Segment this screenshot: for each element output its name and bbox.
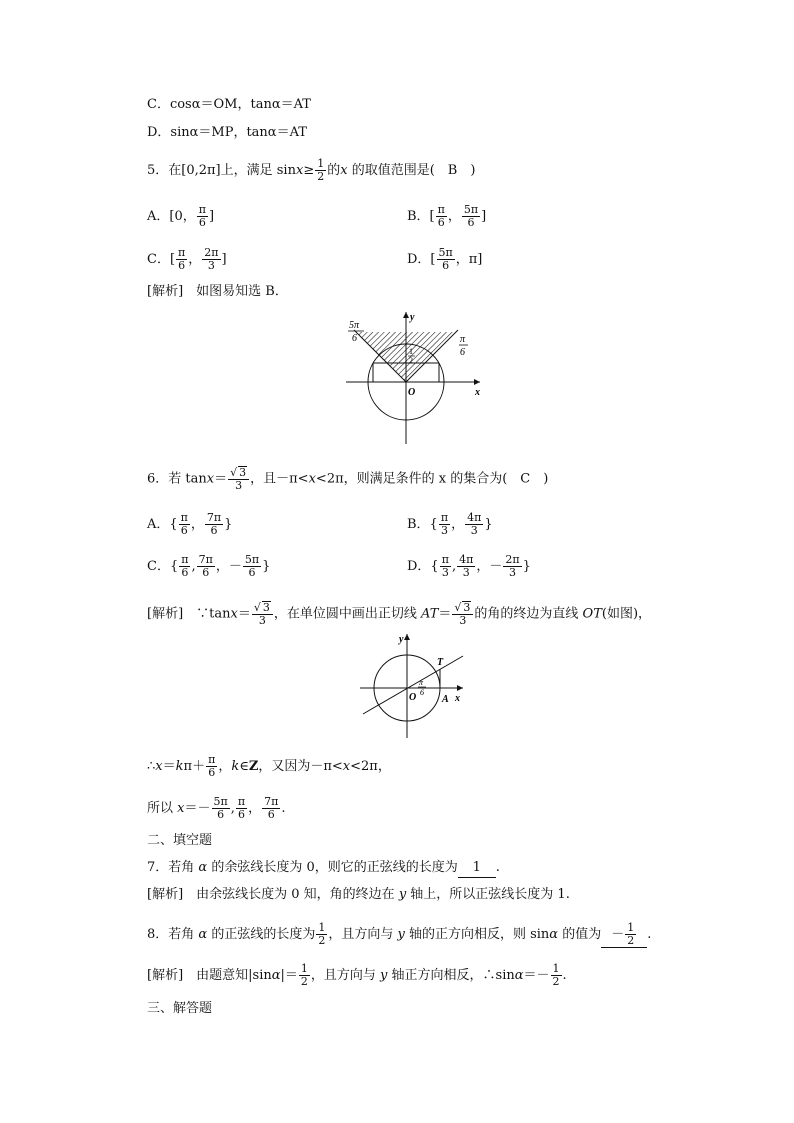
den: 3 [207, 259, 215, 272]
fraction [252, 601, 273, 627]
label-x: x [455, 693, 460, 704]
text: } [262, 559, 271, 574]
text: ≥ [303, 163, 315, 178]
fraction [243, 554, 261, 579]
fraction [197, 204, 208, 229]
text: ＝ [162, 759, 176, 774]
num: π [198, 203, 206, 216]
num: 5π [438, 246, 453, 259]
var: x [308, 471, 316, 487]
q5-option-a [147, 204, 214, 229]
fraction [262, 796, 280, 821]
text: . [562, 968, 567, 983]
fraction [206, 754, 217, 779]
text: 所以 [147, 801, 178, 816]
text: 轴正方向相反，∴sin [387, 968, 515, 983]
num: 5π [213, 795, 228, 808]
text: D．{ [407, 559, 439, 574]
q7-stem [147, 859, 500, 878]
text: A．[0， [147, 209, 196, 224]
text: ＝ [438, 606, 452, 622]
text: ， [188, 252, 202, 267]
text: } [484, 517, 493, 532]
text: B．[ [407, 209, 435, 224]
num: 7π [206, 511, 222, 524]
q4-option-c: C．cosα＝OM，tanα＝AT [147, 97, 311, 112]
text: [解析] ∵tan [147, 606, 231, 622]
fraction [465, 512, 483, 537]
q6-option-c [147, 554, 270, 579]
fraction [228, 466, 249, 492]
num: 4π [467, 511, 482, 524]
y-axis-arrow [404, 634, 410, 640]
q6-result-1 [147, 754, 391, 779]
den: 2 [552, 975, 560, 988]
var: x [342, 759, 351, 774]
num: π [441, 553, 449, 566]
fraction [212, 796, 230, 821]
fraction [440, 554, 451, 579]
num: π [178, 246, 186, 259]
text: ，π] [455, 252, 483, 267]
num: 5π [244, 553, 260, 566]
num: π [208, 753, 216, 766]
radicand: 3 [239, 466, 247, 479]
label-origin: O [408, 387, 416, 398]
den: 6 [437, 216, 445, 229]
q6-stem [147, 466, 548, 492]
num: 1 [317, 157, 325, 170]
fraction [316, 922, 327, 947]
fraction [462, 204, 480, 229]
section-fill-in-heading: 二、填空题 [147, 833, 213, 848]
label-y: y [399, 634, 404, 645]
text: ∴ [147, 759, 156, 774]
text: 的正弦线的长度为 [207, 927, 316, 942]
section-answer-heading: 三、解答题 [147, 1001, 213, 1016]
text: ，且方向与 [328, 927, 398, 942]
x-axis-arrow [474, 379, 480, 385]
q7-analysis [147, 886, 570, 904]
fraction [452, 601, 473, 627]
text: 的角的终边为直线 [474, 606, 583, 622]
den: 3 [470, 524, 478, 537]
var: y [397, 927, 405, 942]
den: 6 [208, 766, 216, 779]
fraction [205, 512, 223, 537]
label-origin: O [409, 692, 417, 703]
q8-analysis [147, 963, 567, 988]
fraction [625, 922, 636, 947]
var: α [549, 927, 559, 942]
num: √ 3 [252, 601, 273, 615]
fraction [197, 554, 215, 579]
text: D．[ [407, 252, 436, 267]
text: － [611, 927, 625, 942]
text: ， [451, 517, 465, 532]
var: k [231, 759, 240, 774]
y-axis-arrow [403, 312, 409, 318]
text: |＝ [280, 968, 298, 983]
q5-analysis: [解析] 如图易知选 B． [147, 284, 288, 299]
text: ＝－ [523, 968, 550, 983]
num: 7π [198, 553, 213, 566]
fraction [202, 247, 220, 272]
den: 6 [180, 524, 188, 537]
num: π [181, 553, 189, 566]
fraction [315, 158, 326, 183]
num: π [437, 203, 445, 216]
text: <2π， [350, 759, 391, 774]
den: 6 [267, 808, 275, 821]
text: . [495, 860, 500, 875]
den: 3 [508, 566, 516, 579]
text: [解析] 由题意知|sin [147, 968, 272, 983]
radicand: 3 [463, 601, 471, 614]
var: x [206, 471, 215, 487]
num: 2π [505, 553, 520, 566]
den: 3 [462, 566, 470, 579]
fraction [176, 247, 187, 272]
q5-unit-circle-figure [340, 308, 490, 448]
text: ＝－ [184, 801, 211, 816]
q4-option-d: D．sinα＝MP，tanα＝AT [147, 125, 307, 140]
text: ＝ [214, 471, 228, 487]
num: π [440, 511, 449, 524]
q8-stem [147, 922, 651, 948]
var: y [380, 968, 388, 983]
q6-option-b [407, 512, 493, 537]
fraction [503, 554, 521, 579]
den: 3 [235, 479, 243, 492]
den: 3 [459, 614, 467, 627]
text: [解析] 由余弦线长度为 0 知，角的终边在 [147, 887, 399, 902]
text: 轴的正方向相反，则 sin [404, 927, 550, 942]
text: 8．若角 [147, 927, 199, 942]
text: ] [481, 209, 487, 224]
text: ， [218, 759, 232, 774]
text: 7．若角 [147, 860, 199, 875]
var: y [398, 887, 407, 902]
den: 6 [217, 808, 225, 821]
fraction [439, 512, 450, 537]
den: 2 [627, 934, 635, 947]
den: 6 [237, 808, 245, 821]
var: α [198, 860, 208, 875]
label-2: 2 [409, 356, 413, 365]
den: 3 [440, 524, 448, 537]
label-t: T [437, 657, 444, 668]
fraction [236, 796, 247, 821]
text: C．{ [147, 559, 179, 574]
line-ot [363, 656, 463, 714]
text: A．{ [147, 517, 178, 532]
num: 1 [318, 921, 326, 934]
text: ] [221, 252, 227, 267]
var: x [295, 163, 304, 178]
var: OT [582, 606, 602, 622]
den: 2 [300, 975, 308, 988]
num: 7π [264, 795, 279, 808]
text: ，－ [215, 559, 242, 574]
text: ，－ [476, 559, 503, 574]
q6-analysis [147, 601, 651, 627]
num: 1 [300, 962, 308, 975]
var: α [514, 968, 524, 983]
num: 1 [552, 962, 560, 975]
num: π [237, 795, 246, 808]
q5-option-c [147, 247, 227, 272]
var: AT [421, 606, 439, 622]
label-angle-pi: π [419, 678, 424, 687]
text: <2π，则满足条件的 x 的集合为( C ) [315, 471, 549, 487]
label-1: 1 [409, 347, 413, 356]
fraction [179, 512, 190, 537]
text: ∈ [239, 759, 249, 774]
fraction [551, 963, 562, 988]
radicand: 3 [262, 601, 270, 614]
text: ，且－π< [250, 471, 309, 487]
text: 的 [327, 163, 341, 178]
text: . [281, 801, 286, 816]
answer-blank: 1 [458, 859, 496, 878]
fraction [299, 963, 310, 988]
text: ， [248, 801, 262, 816]
text: 轴上，所以正弦线长度为 1. [406, 887, 570, 902]
var: α [271, 968, 281, 983]
num: 2π [204, 246, 219, 259]
q6-option-d [407, 554, 531, 579]
den: 3 [441, 566, 449, 579]
den: 6 [442, 259, 450, 272]
den: 6 [210, 524, 218, 537]
text: π＋ [183, 759, 206, 774]
label-pi: π [460, 334, 466, 345]
var: x [230, 606, 238, 622]
text: , [230, 801, 235, 816]
text: 5．在[0,2π]上，满足 sin [147, 163, 296, 178]
label-6b: 6 [460, 347, 465, 358]
text: ，且方向与 [310, 968, 381, 983]
integers-symbol: Z [248, 759, 259, 774]
label-6: 6 [352, 333, 357, 344]
answer-blank [601, 922, 647, 948]
text: } [224, 517, 233, 532]
den: 3 [258, 614, 266, 627]
text: (如图)， [601, 606, 652, 622]
label-a: A [442, 694, 449, 705]
fraction [437, 247, 455, 272]
text: ，在单位圆中画出正切线 [273, 606, 422, 622]
num: 4π [459, 553, 474, 566]
num: π [180, 511, 188, 524]
fraction [179, 554, 190, 579]
q6-tangent-line-figure [355, 630, 470, 740]
var: k [175, 759, 184, 774]
text: B．{ [407, 517, 438, 532]
text: 6．若 tan [147, 471, 207, 487]
fraction [457, 554, 475, 579]
num: √ 3 [452, 601, 473, 615]
fraction [436, 204, 447, 229]
text: 的取值范围是( B ) [347, 163, 476, 178]
q5-stem [147, 158, 475, 183]
den: 6 [467, 216, 475, 229]
text: , [191, 559, 196, 574]
num: 5π [463, 203, 479, 216]
label-5pi: 5π [349, 320, 360, 331]
den: 6 [178, 259, 186, 272]
text: } [522, 559, 531, 574]
den: 6 [248, 566, 256, 579]
text: ，又因为－π< [258, 759, 343, 774]
text: 的余弦线长度为 0，则它的正弦线的长度为 [207, 860, 458, 875]
den: 2 [318, 934, 326, 947]
text: . [647, 927, 652, 942]
text: ， [190, 517, 204, 532]
q5-option-b [407, 204, 486, 229]
var: x [340, 163, 348, 178]
q6-result-2 [147, 796, 286, 821]
q6-option-a [147, 512, 232, 537]
den: 2 [317, 170, 325, 183]
text: ， [447, 209, 461, 224]
den: 6 [202, 566, 210, 579]
num: √ 3 [228, 466, 249, 480]
label-angle-6: 6 [420, 688, 424, 697]
num: 1 [627, 921, 635, 934]
x-axis-arrow [457, 685, 463, 691]
den: 6 [198, 216, 206, 229]
var: x [177, 801, 185, 816]
den: 6 [181, 566, 189, 579]
label-y: y [410, 312, 415, 323]
var: α [198, 927, 208, 942]
q5-option-d [407, 247, 482, 272]
text: ] [208, 209, 215, 224]
var: x [155, 759, 163, 774]
label-x: x [475, 387, 480, 398]
text: C．[ [147, 252, 176, 267]
text: ＝ [237, 606, 251, 622]
text: 的值为 [558, 927, 602, 942]
text: , [451, 559, 457, 574]
